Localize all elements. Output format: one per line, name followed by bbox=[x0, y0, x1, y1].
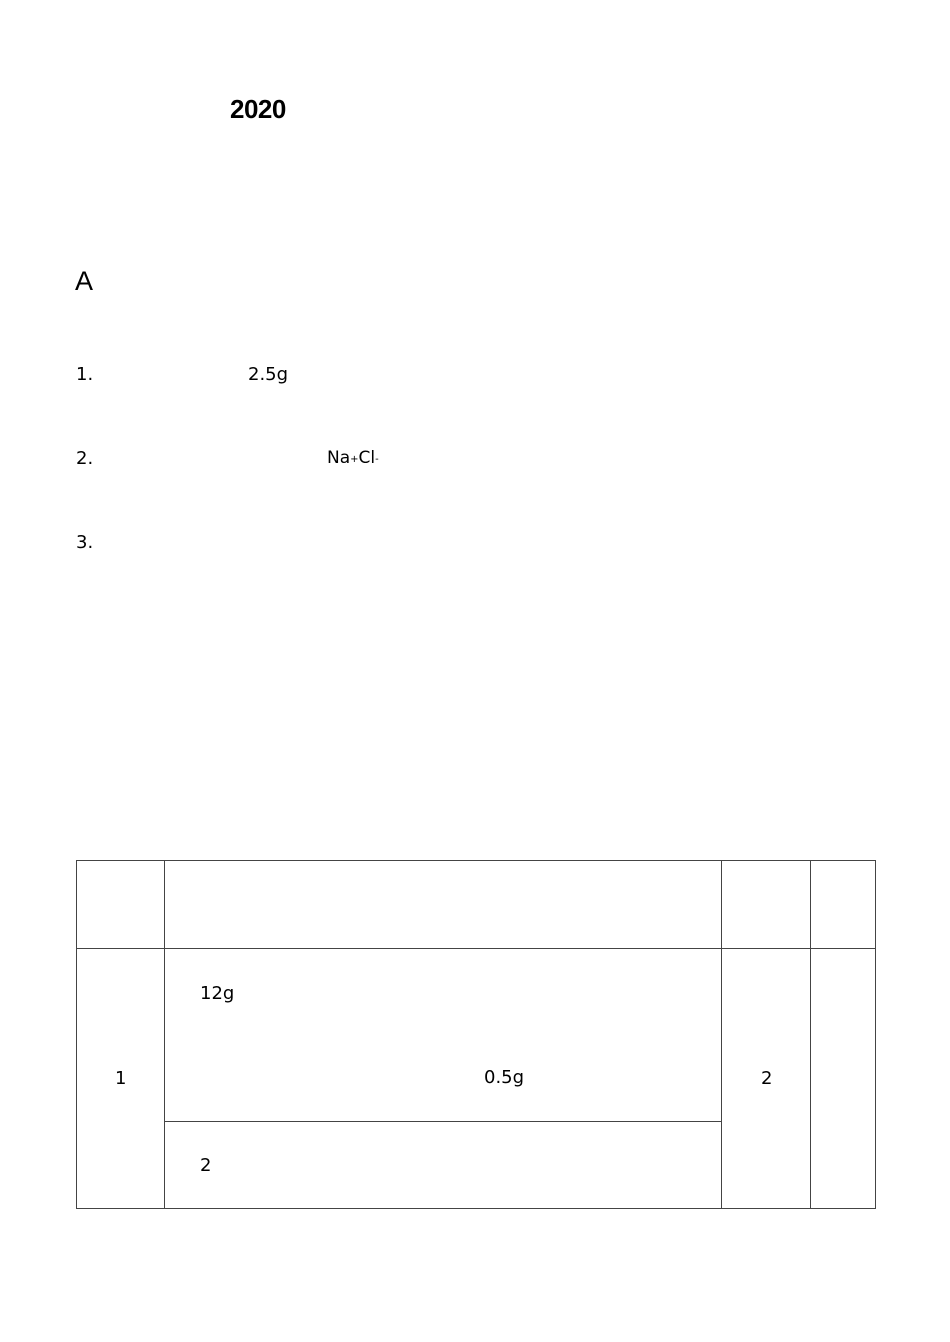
item-value: 2.5g bbox=[248, 364, 289, 385]
table-cell-sub2-label: 2 bbox=[200, 1155, 212, 1176]
chloride-symbol: Cl bbox=[358, 448, 376, 468]
item-number: 1. bbox=[76, 364, 94, 385]
chloride-charge: - bbox=[375, 454, 379, 465]
table-cell-sub1-value: 0.5g bbox=[484, 1067, 525, 1088]
table-divider bbox=[164, 861, 165, 1208]
sodium-charge: + bbox=[350, 454, 359, 465]
sodium-symbol: Na bbox=[327, 448, 351, 468]
table-divider bbox=[165, 1121, 721, 1122]
table-cell-row-number: 1 bbox=[115, 1068, 127, 1089]
ion-formula bbox=[327, 448, 379, 468]
document-year: 2020 bbox=[230, 94, 286, 124]
section-label: A bbox=[75, 266, 94, 296]
item-number: 3. bbox=[76, 532, 94, 553]
item-number: 2. bbox=[76, 448, 94, 469]
table-cell-score: 2 bbox=[761, 1068, 773, 1089]
table-divider bbox=[810, 861, 811, 1208]
scoring-table bbox=[76, 860, 876, 1209]
table-divider bbox=[721, 861, 722, 1208]
table-divider bbox=[77, 948, 875, 949]
table-cell-sub1-label: 12g bbox=[200, 983, 235, 1004]
